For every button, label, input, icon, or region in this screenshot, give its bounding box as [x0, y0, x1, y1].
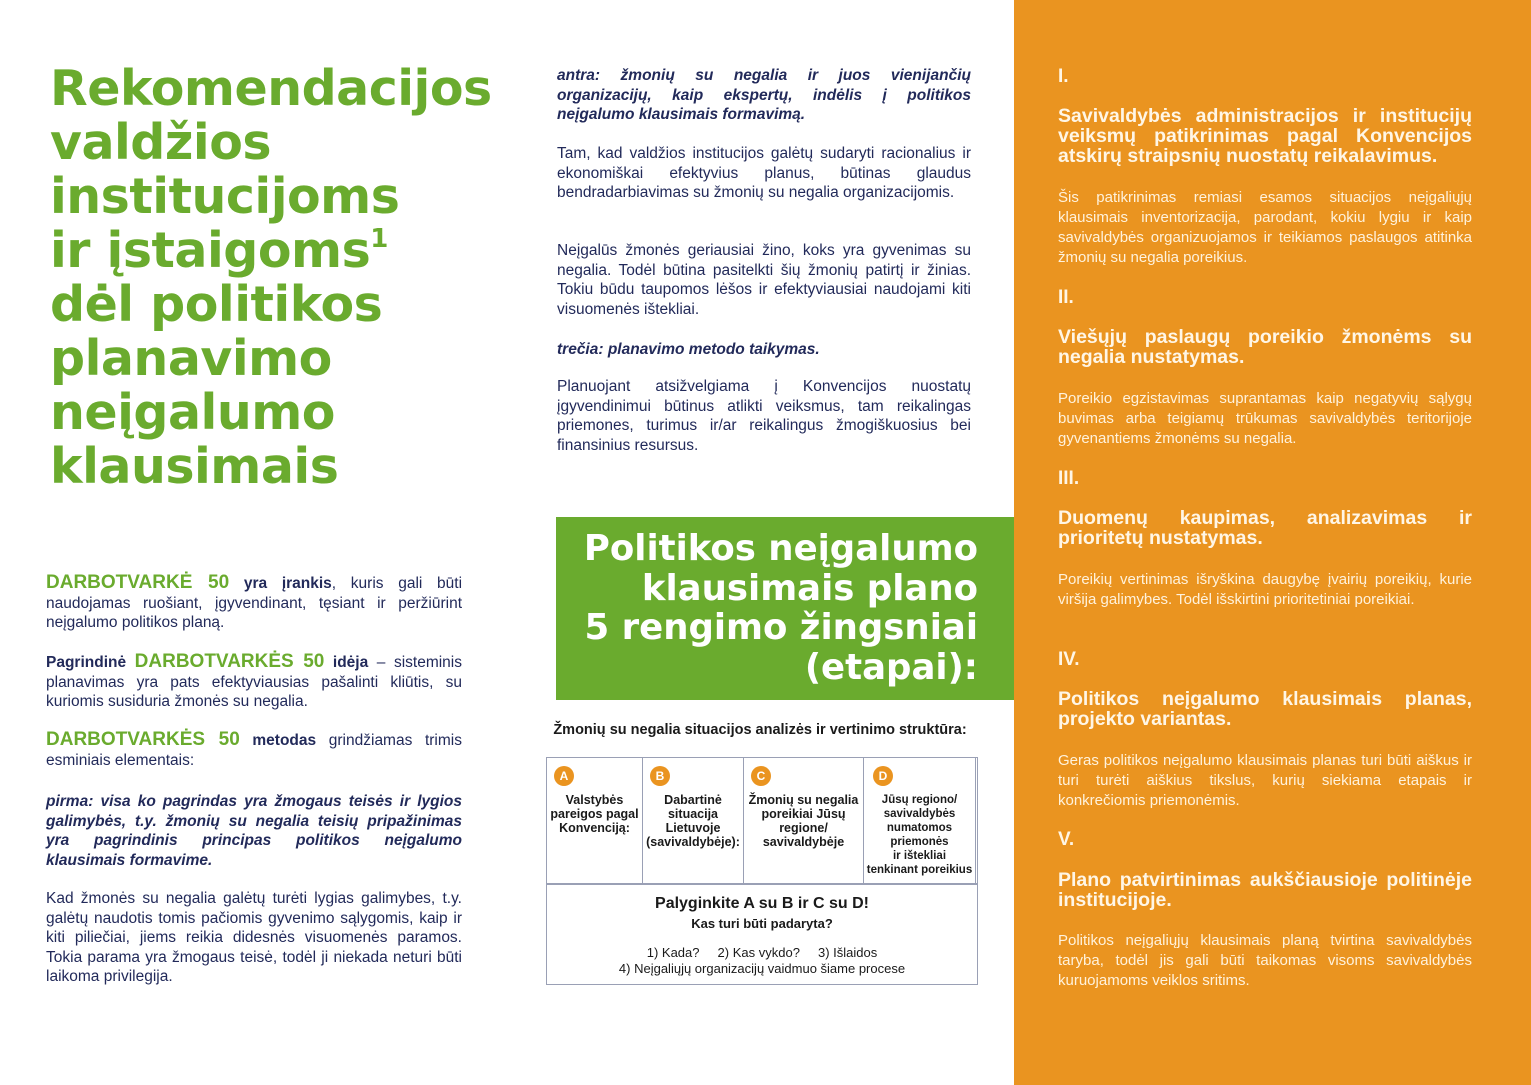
- letter-badge-a: A: [554, 766, 574, 786]
- cooperation-paragraph: Tam, kad valdžios institucijos galėtų sudaryti racionalius ir ekonomiškai efektyvius planus, būtinas glaudus bendradarbiavimas su žmonių su negalia organizacijomis.: [557, 145, 971, 201]
- step-4-heading: Politikos neįgalumo klausimais planas, projekto variantas.: [1058, 688, 1472, 730]
- cell-c-text: Žmonių su negalia poreikiai Jūsų regione/ savivaldybėje: [748, 793, 859, 849]
- steps-panel: [1014, 0, 1531, 1085]
- analysis-table: [546, 757, 978, 985]
- cell-d-text: Jūsų regiono/ savivaldybės numatomos priemonės ir ištekliai tenkinant poreikius: [866, 794, 973, 876]
- step-5-text: Politikos neįgaliųjų klausimais planą tvirtina savivaldybės taryba, todėl jis gali būti taikomas visoms savivaldybės kuruojamoms veiklos sritims.: [1058, 932, 1472, 989]
- step-2-heading: Viešųjų paslaugų poreikio žmonėms su negalia nustatymas.: [1058, 326, 1472, 368]
- element-third: trečia: planavimo metodo taikymas.: [557, 341, 820, 358]
- letter-badge-b: B: [650, 766, 670, 786]
- steps-title: Politikos neįgalumo klausimais plano 5 rengimo žingsniai (etapai):: [583, 528, 978, 688]
- step-3-text: Poreikių vertinimas išryškina daugybę įvairių poreikių, kurie viršija galimybes. Todėl išskirtini prioritetiniai poreikiai.: [1058, 571, 1472, 608]
- table-cell-c: [744, 758, 864, 883]
- step-2-text: Poreikio egzistavimas suprantamas kaip negatyvių sąlygų buvimas arba teigiamų trūkumas savivaldybės teritorijoje gyvenantiems žmonėms su negalia.: [1058, 390, 1472, 447]
- table-cell-b: [643, 758, 744, 883]
- analysis-table-heading: Žmonių su negalia situacijos analizės ir vertinimo struktūra:: [553, 722, 967, 738]
- equal-opportunities-paragraph: Kad žmonės su negalia galėtų turėti lygias galimybes, t.y. galėtų naudotis tomis pačiomis gyvenimo sąlygomis, kaip ir kiti piliečiai, jiems reikia didesnės visuomenės paramos. Tokia parama yra žmogaus teisė, todėl ji niekada neturi būti laikoma privilegija.: [46, 890, 462, 985]
- compare-title: Palyginkite A su B ir C su D!: [655, 895, 869, 912]
- footnote-marker: 1: [370, 224, 388, 254]
- planning-paragraph: Planuojant atsižvelgiama į Konvencijos nuostatų įgyvendinimui būtinus atlikti veiksmus, tam reikalingas priemones, turimus ir/ar reikalingus žmogiškuosius bei finansinius resursus.: [557, 378, 971, 454]
- table-cell-d: [864, 758, 976, 883]
- step-4-number: IV.: [1058, 649, 1080, 670]
- element-first: pirma: visa ko pagrindas yra žmogaus teisės ir lygios galimybės, t.y. žmonių su negalia teisių pripažinimas yra pagrindinis principas politikos neįgalumo klausimais formavime.: [46, 793, 462, 869]
- step-3-number: III.: [1058, 468, 1080, 489]
- page-title: Rekomendacijos valdžios institucijoms ir įstaigoms$^1$ dėl politikos planavimo neįgalumo klausimais: [50, 60, 492, 495]
- step-1-number: I.: [1058, 66, 1069, 87]
- letter-badge-c: C: [751, 766, 771, 786]
- experience-paragraph: Neįgalūs žmonės geriausiai žino, koks yra gyvenimas su negalia. Todėl būtina pasitelkti šių žmonių patirtį ir žinias. Tokiu būdu taupomos lėšos ir efektyviausiai naudojami kiti visuomenės ištekliai.: [557, 242, 971, 318]
- intro-paragraph-idea: Pagrindinė DARBOTVARKĖS 50 idėja – sisteminis planavimas yra pats efektyviausias pašalinti kliūtis, su kuriomis susiduria žmonės su negalia.: [46, 651, 462, 710]
- step-5-heading: Plano patvirtinimas aukščiausioje politinėje institucijoje.: [1058, 869, 1472, 911]
- step-4-text: Geras politikos neįgalumo klausimais planas turi būti aiškus ir turi turėti aiškius tikslus, kurių siekiama etapais ir konkrečiomis priemonėmis.: [1058, 752, 1472, 809]
- step-3-heading: Duomenų kaupimas, analizavimas ir prioritetų nustatymas.: [1058, 507, 1472, 549]
- step-1-heading: Savivaldybės administracijos ir institucijų veiksmų patikrinimas pagal Konvencijos atskirų straipsnių nuostatų reikalavimus.: [1058, 105, 1472, 167]
- compare-questions: 1) Kada? 2) Kas vykdo? 3) Išlaidos 4) Neįgaliųjų organizacijų vaidmuo šiame procese: [618, 945, 906, 976]
- step-1-text: Šis patikrinimas remiasi esamos situacijos neįgaliųjų klausimais inventorizacija, parodant, kokiu lygiu ir kaip savivaldybės organizuojamos ir teikiamos paslaugos atitinka žmonių su negalia poreikius.: [1058, 189, 1472, 266]
- steps-title-banner: [556, 517, 1030, 700]
- cell-a-text: Valstybės pareigos pagal Konvenciją:: [550, 793, 639, 835]
- intro-paragraph-tool: DARBOTVARKĖ 50 yra įrankis, kuris gali būti naudojamas ruošiant, įgyvendinant, tęsiant ir peržiūrint neįgalumo politikos planą.: [46, 572, 463, 631]
- compare-subtitle: Kas turi būti padaryta?: [691, 916, 833, 931]
- intro-paragraph-method: DARBOTVARKĖS 50 metodas grindžiamas trimis esminiais elementais:: [46, 729, 462, 769]
- table-divider: [547, 883, 977, 885]
- letter-badge-d: D: [873, 766, 893, 786]
- element-second: antra: žmonių su negalia ir juos vienijančių organizacijų, kaip ekspertų, indėlis į politikos neįgalumo klausimais formavimą.: [557, 67, 971, 123]
- table-cell-a: [547, 758, 643, 883]
- left-column: [46, 0, 492, 1085]
- step-2-number: II.: [1058, 287, 1074, 308]
- cell-b-text: Dabartinė situacija Lietuvoje (savivaldybėje):: [646, 793, 740, 849]
- step-5-number: V.: [1058, 829, 1075, 850]
